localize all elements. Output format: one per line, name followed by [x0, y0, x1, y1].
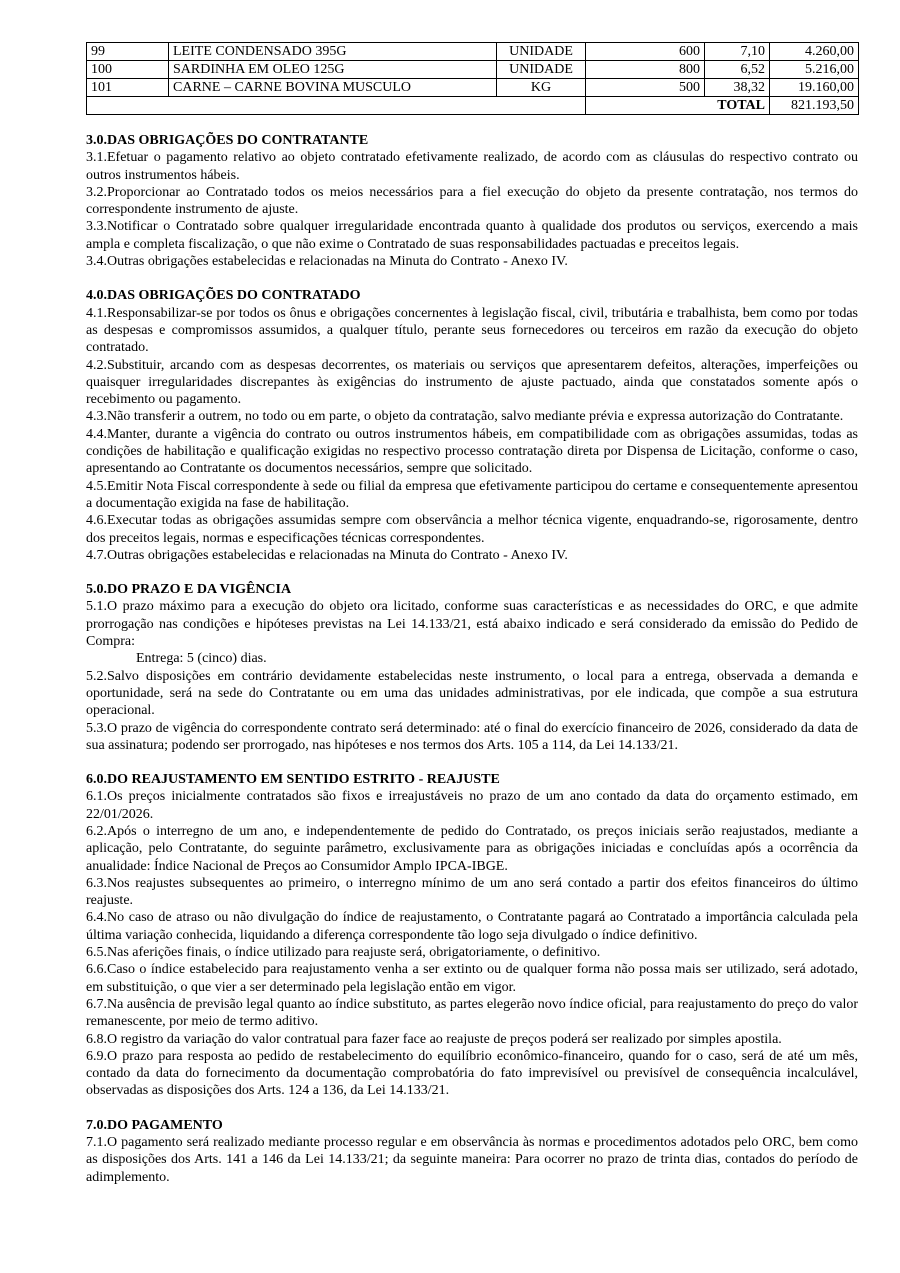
paragraph: 7.1.O pagamento será realizado mediante processo regular e em observância às normas e procedimentos adotados pelo ORC, bem como as disposições dos Arts. 141 a 146 da Lei 14.133/21; da seguinte maneira: Para ocorrer no prazo de trinta dias, contados do período de adimplemento. [86, 1135, 858, 1185]
item-unit: UNIDADE [497, 61, 586, 79]
section-contratante-obligations [86, 132, 858, 270]
section-heading: 4.0.DAS OBRIGAÇÕES DO CONTRATADO [86, 288, 361, 304]
section-heading: 6.0.DO REAJUSTAMENTO EM SENTIDO ESTRITO - REAJUSTE [86, 772, 500, 788]
item-description: LEITE CONDENSADO 395G [169, 43, 497, 61]
item-quantity: 500 [586, 79, 705, 97]
section-contratado-obligations [86, 287, 858, 564]
item-description: SARDINHA EM OLEO 125G [169, 61, 497, 79]
total-row [87, 97, 859, 115]
paragraph: 6.8.O registro da variação do valor contratual para fazer face ao reajuste de preços poderá ser realizado por simples apostila. [86, 1031, 782, 1047]
paragraph: 3.1.Efetuar o pagamento relativo ao objeto contratado efetivamente realizado, de acordo com as cláusulas do respectivo contrato ou outros instrumentos hábeis. [86, 150, 858, 183]
section-heading: 7.0.DO PAGAMENTO [86, 1117, 223, 1133]
paragraph-delivery: Entrega: 5 (cinco) dias. [136, 651, 267, 667]
item-unit: KG [497, 79, 586, 97]
total-value: 821.193,50 [770, 97, 859, 115]
paragraph: 6.1.Os preços inicialmente contratados são fixos e irreajustáveis no prazo de um ano contado da data do orçamento estimado, em 22/01/2026. [86, 789, 858, 822]
document-body [86, 132, 858, 1186]
paragraph: 4.2.Substituir, arcando com as despesas decorrentes, os materiais ou serviços que apresentarem defeitos, alterações, imperfeições ou quaisquer irregularidades discrepantes às exigências do instrumento de ajuste pactuado, ainda que constatados somente após o recebimento ou pagamento. [86, 357, 858, 408]
item-total: 19.160,00 [770, 79, 859, 97]
paragraph: 6.5.Nas aferições finais, o índice utilizado para reajuste será, obrigatoriamente, o definitivo. [86, 945, 601, 961]
paragraph: 6.4.No caso de atraso ou não divulgação do índice de reajustamento, o Contratante pagará ao Contratado a importância calculada pela última variação conhecida, liquidando a diferença correspondente tão logo seja divulgado o índice definitivo. [86, 910, 858, 943]
paragraph: 6.6.Caso o índice estabelecido para reajustamento venha a ser extinto ou de qualquer forma não possa mais ser utilizado, será adotado, em substituição, o que vier a ser determinado pela legislação então em vigor. [86, 962, 858, 995]
paragraph: 3.4.Outras obrigações estabelecidas e relacionadas na Minuta do Contrato - Anexo IV. [86, 254, 568, 270]
paragraph: 6.2.Após o interregno de um ano, e independentemente de pedido do Contratado, os preços iniciais serão reajustados, mediante a aplicação, pelo Contratante, do seguinte parâmetro, exclusivamente para as obrigações iniciadas e concluídas após a ocorrência da anualidade: Índice Nacional de Preços ao Consumidor Amplo IPCA-IBGE. [86, 823, 858, 874]
paragraph: 6.3.Nos reajustes subsequentes ao primeiro, o interregno mínimo de um ano será contado a partir dos efeitos financeiros do último reajuste. [86, 875, 858, 909]
section-pagamento [86, 1117, 858, 1186]
table-row [87, 43, 859, 61]
paragraph: 4.3.Não transferir a outrem, no todo ou em parte, o objeto da contratação, salvo mediante prévia e expressa autorização do Contratante. [86, 409, 844, 425]
document-page [86, 42, 858, 1203]
total-label: TOTAL [586, 97, 770, 115]
table-row [87, 79, 859, 97]
paragraph: 4.6.Executar todas as obrigações assumidas sempre com observância a melhor técnica vigente, enquadrando-se, rigorosamente, dentro dos preceitos legais, normas e especificações técnicas correspondentes. [86, 513, 858, 546]
paragraph: 4.1.Responsabilizar-se por todos os ônus e obrigações concernentes à legislação fiscal, civil, tributária e trabalhista, bem como por todas as despesas e compromissos assumidos, a qualquer título, perante seus fornecedores ou terceiros em razão da execução do objeto contratado. [86, 305, 858, 356]
item-number: 100 [87, 61, 169, 79]
item-description: CARNE – CARNE BOVINA MUSCULO [169, 79, 497, 97]
item-unit: UNIDADE [497, 43, 586, 61]
section-heading: 5.0.DO PRAZO E DA VIGÊNCIA [86, 582, 292, 598]
section-prazo-vigencia [86, 581, 858, 754]
item-unit-price: 7,10 [705, 43, 770, 61]
table-row [87, 61, 859, 79]
paragraph: 3.3.Notificar o Contratado sobre qualquer irregularidade encontrada quanto à qualidade dos produtos ou serviços, exercendo a mais ampla e completa fiscalização, o que não exime o Contratado de suas responsabilidades pactuadas e preceitos legais. [86, 219, 858, 252]
paragraph: 5.3.O prazo de vigência do correspondente contrato será determinado: até o final do exercício financeiro de 2026, considerado da data de sua assinatura; podendo ser prorrogado, nas hipóteses e nos termos dos Arts. 105 a 114, da Lei 14.133/21. [86, 720, 858, 753]
item-number: 101 [87, 79, 169, 97]
paragraph: 6.9.O prazo para resposta ao pedido de restabelecimento do equilíbrio econômico-financeiro, quando for o caso, será de até um mês, contado da data do fornecimento da documentação comprobatória do fato imprevisível ou previsível de consequência incalculável, observadas as disposições dos Arts. 124 a 136, da Lei 14.133/21. [86, 1048, 858, 1099]
paragraph: 5.2.Salvo disposições em contrário devidamente estabelecidas neste instrumento, o local para a entrega, observada a demanda e oportunidade, será na sede do Contratante ou em uma das unidades administrativas, por ele indicada, que compõe a sua estrutura operacional. [86, 668, 858, 719]
item-total: 5.216,00 [770, 61, 859, 79]
section-reajuste [86, 771, 858, 1100]
paragraph: 4.4.Manter, durante a vigência do contrato ou outros instrumentos hábeis, em compatibilidade com as obrigações assumidas, todas as condições de habilitação e qualificação exigidas no respectivo processo contratação direta por Dispensa de Licitação, conforme o caso, apresentando ao Contratante os documentos necessários, sempre que solicitado. [86, 426, 858, 477]
item-quantity: 600 [586, 43, 705, 61]
paragraph: 3.2.Proporcionar ao Contratado todos os meios necessários para a fiel execução do objeto da presente contratação, nos termos do correspondente instrumento de ajuste. [86, 184, 858, 218]
items-table [86, 42, 859, 115]
item-unit-price: 6,52 [705, 61, 770, 79]
paragraph: 4.7.Outras obrigações estabelecidas e relacionadas na Minuta do Contrato - Anexo IV. [86, 547, 568, 563]
paragraph: 4.5.Emitir Nota Fiscal correspondente à sede ou filial da empresa que efetivamente participou do certame e consequentemente apresentou a documentação exigida na fase de habilitação. [86, 478, 858, 511]
paragraph: 6.7.Na ausência de previsão legal quanto ao índice substituto, as partes elegerão novo índice oficial, para reajustamento do preço do valor remanescente, por meio de termo aditivo. [86, 996, 858, 1030]
item-number: 99 [87, 43, 169, 61]
paragraph: 5.1.O prazo máximo para a execução do objeto ora licitado, conforme suas características e as necessidades do ORC, e que admite prorrogação nas condições e hipóteses previstas na Lei 14.133/21, está abaixo indicado e será considerado da emissão do Pedido de Compra: [86, 599, 858, 650]
section-heading: 3.0.DAS OBRIGAÇÕES DO CONTRATANTE [86, 133, 369, 148]
item-unit-price: 38,32 [705, 79, 770, 97]
total-row-blank [87, 97, 586, 115]
item-total: 4.260,00 [770, 43, 859, 61]
item-quantity: 800 [586, 61, 705, 79]
